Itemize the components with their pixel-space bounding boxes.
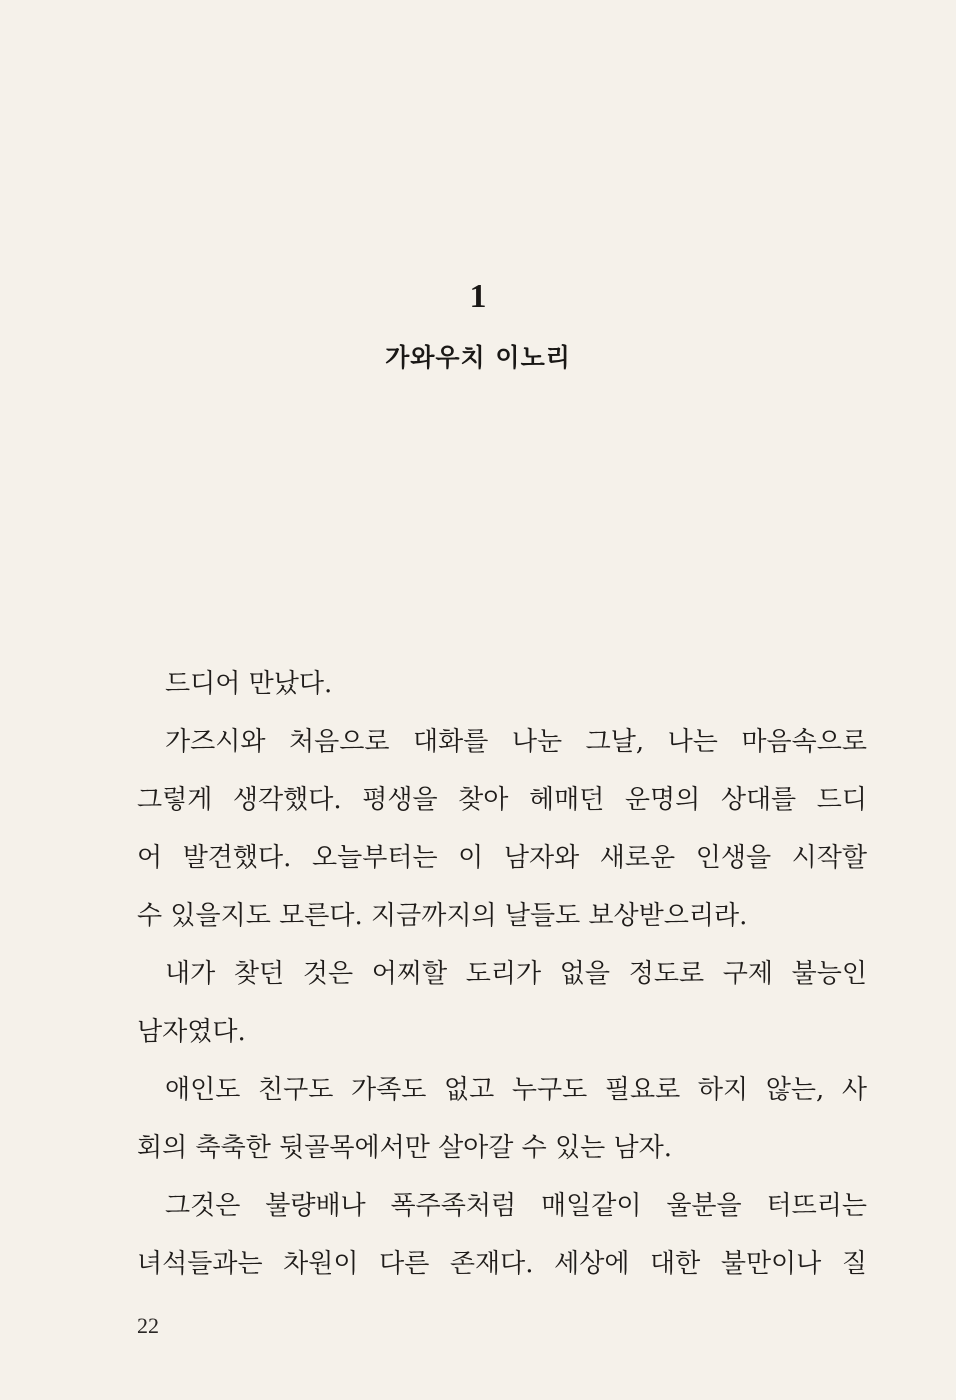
text-line: 남자였다.	[137, 1017, 246, 1047]
text-line: 그렇게 생각했다. 평생을 찾아 헤매던 운명의 상대를 드디	[137, 785, 867, 815]
text-line: 내가 찾던 것은 어찌할 도리가 없을 정도로 구제 불능인	[165, 959, 867, 989]
text-line: 녀석들과는 차원이 다른 존재다. 세상에 대한 불만이나 질	[137, 1249, 867, 1279]
text-line: 회의 축축한 뒷골목에서만 살아갈 수 있는 남자.	[137, 1133, 673, 1163]
text-line: 애인도 친구도 가족도 없고 누구도 필요로 하지 않는, 사	[165, 1075, 867, 1105]
text-line: 가즈시와 처음으로 대화를 나눈 그날, 나는 마음속으로	[165, 727, 867, 757]
body-text	[137, 655, 867, 1293]
chapter-number: 1	[469, 278, 487, 315]
page-number: 22	[137, 1313, 159, 1338]
text-line: 드디어 만났다.	[165, 669, 333, 699]
text-line: 수 있을지도 모른다. 지금까지의 날들도 보상받으리라.	[137, 901, 748, 931]
page-footer	[137, 1313, 159, 1339]
text-line: 그것은 불량배나 폭주족처럼 매일같이 울분을 터뜨리는	[165, 1191, 867, 1221]
text-line: 어 발견했다. 오늘부터는 이 남자와 새로운 인생을 시작할	[137, 843, 867, 873]
chapter-title: 가와우치 이노리	[385, 343, 571, 372]
